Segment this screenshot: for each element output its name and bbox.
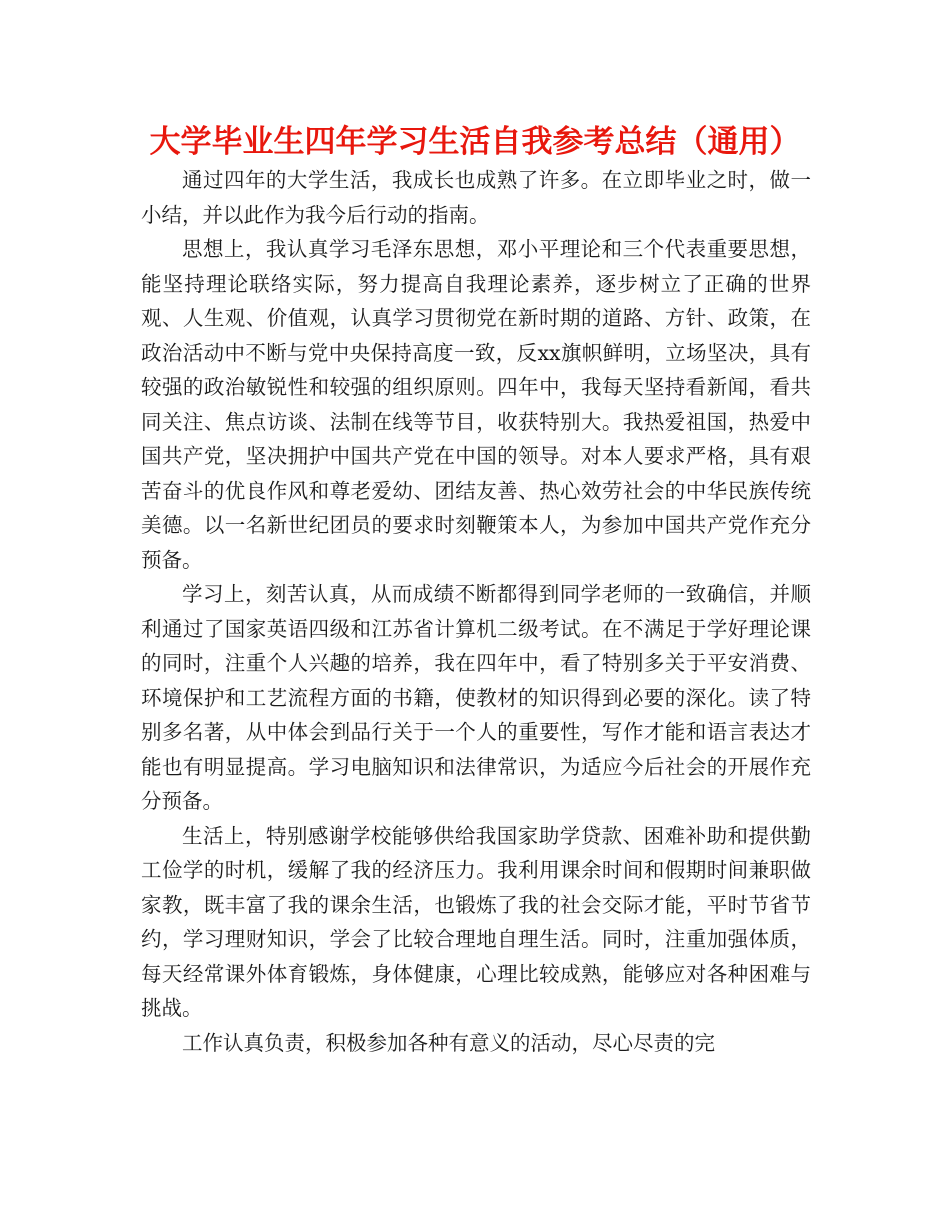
paragraph-work: 工作认真负责，积极参加各种有意义的活动，尽心尽责的完 [182, 1030, 715, 1055]
document-body [141, 163, 811, 1060]
paragraph-life: 生活上，特别感谢学校能够供给我国家助学贷款、困难补助和提供勤工俭学的时机，缓解了我的经济压力。我利用课余时间和假期时间兼职做家教，既丰富了我的课余生活，也锻炼了我的社会交际才能，平时节省节约，学习理财知识，学会了比较合理地自理生活。同时，注重加强体质，每天经常课外体育锻炼，身体健康，心理比较成熟，能够应对各种困难与挑战。 [141, 823, 811, 1020]
paragraph-study: 学习上，刻苦认真，从而成绩不断都得到同学老师的一致确信，并顺利通过了国家英语四级和江苏省计算机二级考试。在不满足于学好理论课的同时，注重个人兴趣的培养，我在四年中，看了特别多关于平安消费、环境保护和工艺流程方面的书籍，使教材的知识得到必要的深化。读了特别多名著，从中体会到品行关于一个人的重要性，写作才能和语言表达才能也有明显提高。学习电脑知识和法律常识，为适应今后社会的开展作充分预备。 [141, 582, 811, 813]
document-title: 大学毕业生四年学习生活自我参考总结（通用） [149, 124, 801, 160]
paragraph-intro: 通过四年的大学生活，我成长也成熟了许多。在立即毕业之时，做一小结，并以此作为我今后行动的指南。 [141, 168, 811, 227]
paragraph-ideology: 思想上，我认真学习毛泽东思想，邓小平理论和三个代表重要思想，能坚持理论联络实际，努力提高自我理论素养，逐步树立了正确的世界观、人生观、价值观，认真学习贯彻党在新时期的道路、方针、政策，在政治活动中不断与党中央保持高度一致，反xx旗帜鲜明，立场坚决，具有较强的政治敏锐性和较强的组织原则。四年中，我每天坚持看新闻，看共同关注、焦点访谈、法制在线等节目，收获特别大。我热爱祖国，热爱中国共产党，坚决拥护中国共产党在中国的领导。对本人要求严格，具有艰苦奋斗的优良作风和尊老爱幼、团结友善、热心效劳社会的中华民族传统美德。以一名新世纪团员的要求时刻鞭策本人，为参加中国共产党作充分预备。 [141, 237, 811, 572]
